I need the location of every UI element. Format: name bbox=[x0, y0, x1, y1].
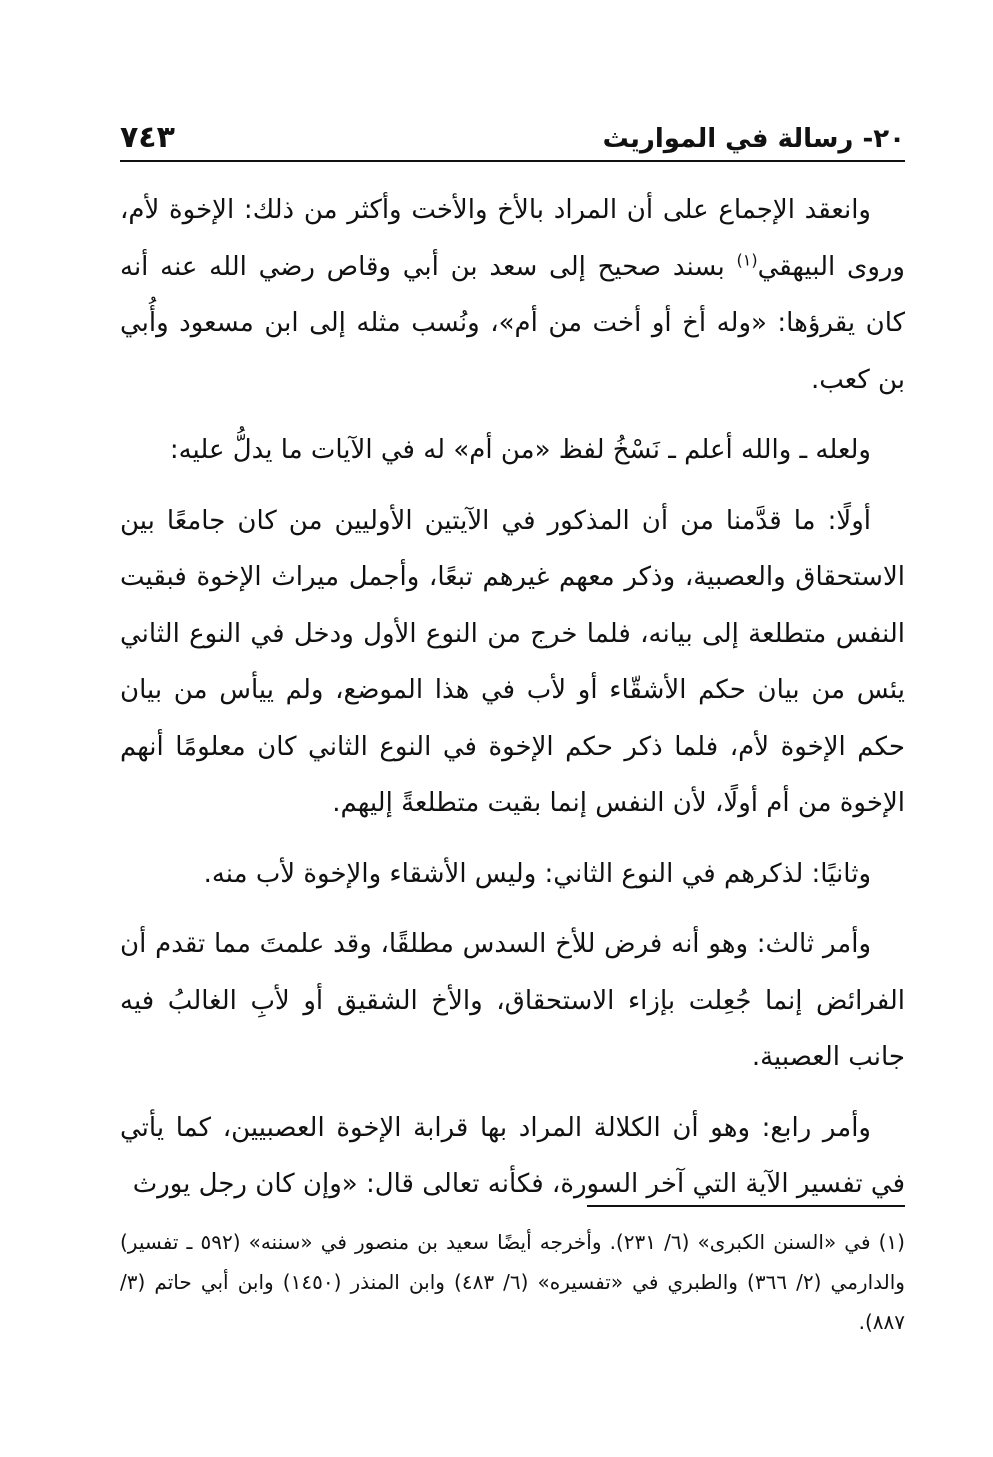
footnote-separator bbox=[587, 1205, 905, 1207]
page-number: ٧٤٣ bbox=[120, 120, 175, 155]
page-header bbox=[120, 112, 905, 162]
paragraph-2: ولعله ـ والله أعلم ـ نَسْخُ لفظ «من أم» له في الآيات ما يدلُّ عليه: bbox=[169, 435, 871, 465]
paragraph-1-text-a: وانعقد الإجماع على أن المراد بالأخ والأخت وأكثر من ذلك: الإخوة لأم، وروى البيهقي bbox=[120, 195, 905, 282]
paragraph-4: وثانيًا: لذكرهم في النوع الثاني: وليس الأشقاء والإخوة لأب منه. bbox=[203, 858, 871, 889]
header-rule bbox=[120, 160, 905, 162]
paragraph-5: وأمر ثالث: وهو أنه فرض للأخ السدس مطلقًا، وقد علمتَ مما تقدم أن الفرائض إنما جُعِلت بإزاء الاستحقاق، والأخ الشقيق أو لأبِ الغالبُ فيه جانب العصبية. bbox=[120, 929, 905, 1072]
running-title: ٢٠- رسالة في المواريث bbox=[602, 124, 905, 154]
paragraph-1-text-b: بسند صحيح إلى سعد بن أبي وقاص رضي الله عنه أنه كان يقرؤها: «وله أخ أو أخت من أم»، ونُسب مثله إلى ابن مسعود وأُبي بن كعب. bbox=[120, 251, 905, 395]
paragraph-6: وأمر رابع: وهو أن الكلالة المراد بها قرابة الإخوة العصبيين، كما يأتي في تفسير الآية التي آخر السورة، فكأنه تعالى قال: «وإن كان رجل يورث bbox=[120, 1112, 905, 1199]
main-text bbox=[120, 182, 905, 1213]
footnotes bbox=[120, 1222, 905, 1342]
paragraph-3: أولًا: ما قدَّمنا من أن المذكور في الآيتين الأوليين من كان جامعًا بين الاستحقاق والعصبية، وذكر معهم غيرهم تبعًا، وأجمل ميراث الإخوة فبقيت النفس متطلعة إلى بيانه، فلما خرج من النوع الأول ودخل في النوع الثاني يئس من بيان حكم الأشقّاء أو لأب في هذا الموضع، ولم ييأس من بيان حكم الإخوة لأم، فلما ذكر حكم الإخوة في النوع الثاني كان معلومًا أنهم الإخوة من أم أولًا، لأن النفس إنما بقيت متطلعةً إليهم. bbox=[120, 505, 905, 818]
footnote-reference: (١) bbox=[736, 249, 758, 269]
paragraph-1 bbox=[120, 182, 905, 408]
footnote-1: (١) في «السنن الكبرى» (٦/ ٢٣١). وأخرجه أيضًا سعيد بن منصور في «سننه» (٥٩٢ ـ تفسير) والدارمي (٢/ ٣٦٦) والطبري في «تفسيره» (٦/ ٤٨٣) وابن المنذر (١٤٥٠) وابن أبي حاتم (٣/ ٨٨٧). bbox=[120, 1230, 905, 1334]
